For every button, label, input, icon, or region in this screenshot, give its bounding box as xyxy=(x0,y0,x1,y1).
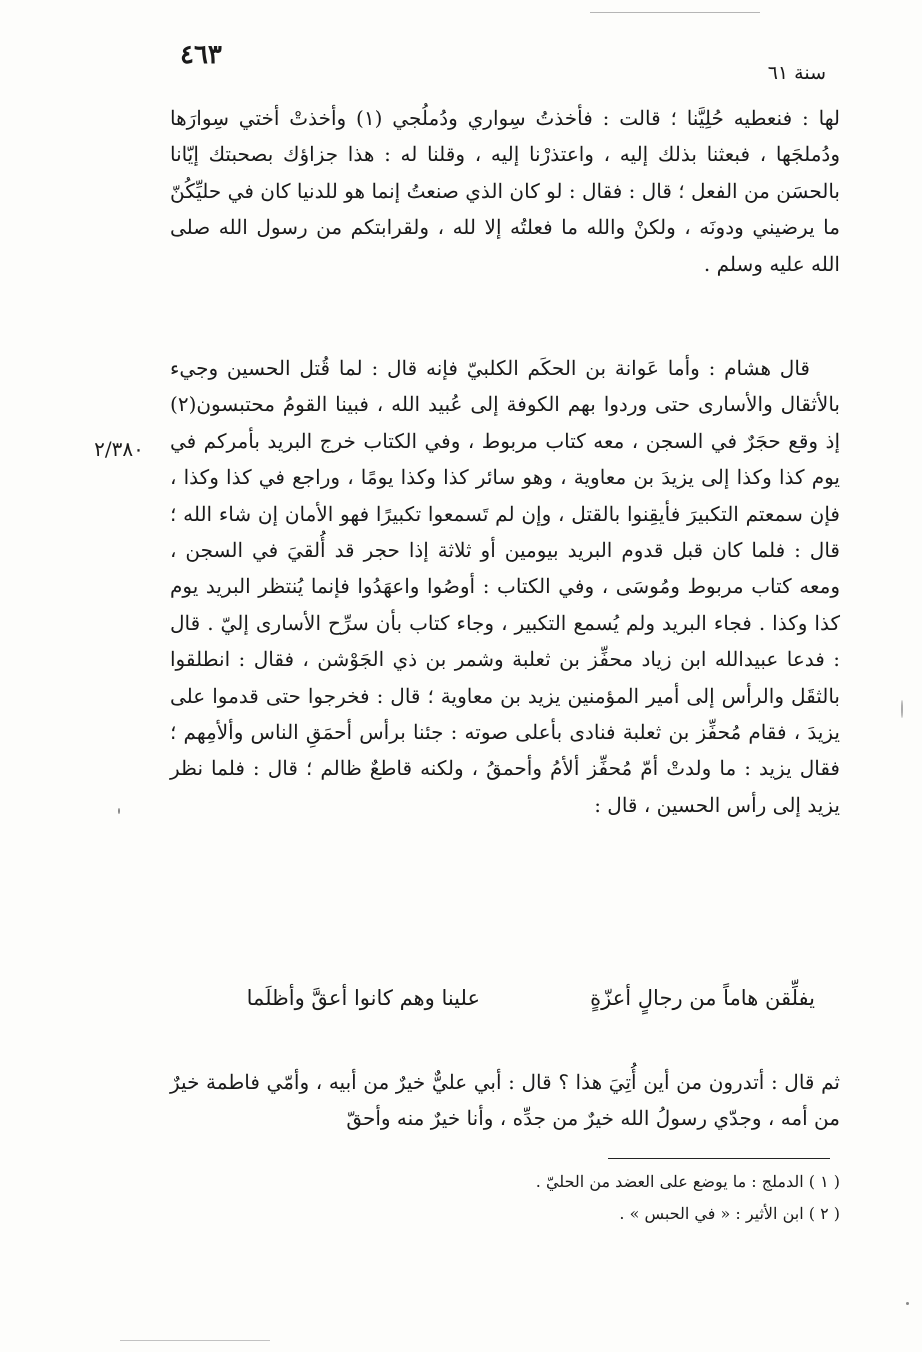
verse-first-hemistich: يفلِّقن هاماً من رجالٍ أعزّةٍ xyxy=(590,986,815,1010)
page-number: ٤٦٣ xyxy=(180,40,222,70)
footnotes xyxy=(420,1166,840,1230)
top-edge-line xyxy=(590,12,760,13)
paragraph-1: لها : فنعطيه حُلِيَّنا ؛ قالت : فأخذتُ سِواري ودُملُجي (١) وأخذتْ أختي سِوارَها ودُملجَها ، فبعثنا بذلك إليه ، واعتذرْنا إليه ، وقلنا له : هذا جزاؤك بصحبتك إيّانا بالحسَن من الفعل ؛ قال : فقال : لو كان الذي صنعتُ إنما هو للدنيا كان في حليِّكُنّ ما يرضيني ودونَه ، ولكنْ والله ما فعلتُه إلا لله ، ولقرابتكم من رسول الله صلى الله عليه وسلم . xyxy=(170,106,841,276)
footnote-1: ( ١ ) الدملج : ما يوضع على العضد من الحليّ . xyxy=(535,1172,840,1191)
footnote-separator xyxy=(608,1158,830,1159)
paragraph-2: قال هشام : وأما عَوانة بن الحكَم الكلبيّ فإنه قال : لما قُتل الحسين وجيء بالأثقال والأسارى حتى وردوا بهم الكوفة إلى عُبيد الله ، فبينا القومُ محتبسون(٢) إذ وقع حجَرٌ في السجن ، معه كتاب مربوط ، وفي الكتاب خرج البريد بأمركم في يوم كذا وكذا إلى يزيدَ بن معاوية ، وهو سائر كذا وكذا يومًا ، وراجع في كذا وكذا ، فإن سمعتم التكبيرَ فأيقِنوا بالقتل ، وإن لم تَسمعوا تكبيرًا فهو الأمان إن شاء الله ؛ قال : فلما كان قبل قدوم البريد بيومين أو ثلاثة إذا حجر قد أُلقيَ في السجن ، ومعه كتاب مربوط ومُوسَى ، وفي الكتاب : أوصُوا واعهَدُوا فإنما يُنتظر البريد يوم كذا وكذا . فجاء البريد ولم يُسمع التكبير ، وجاء كتاب بأن سرِّح الأسارى إليّ . قال : فدعا عبيدالله ابن زياد محفِّز بن ثعلبة وشمر بن ذي الجَوْشن ، فقال : انطلقوا بالثقَل والرأس إلى أمير المؤمنين يزيد بن معاوية ؛ قال : فخرجوا حتى قدموا على يزيدَ ، فقام مُحفِّز بن ثعلبة فنادى بأعلى صوته : جئنا برأس أحمَقِ الناس وألأمِهم ؛ فقال يزيد : ما ولدتْ أمّ مُحفِّز ألأمُ وأحمقُ ، ولكنه قاطعٌ ظالم ؛ قال : فلما نظر يزيد إلى رأس الحسين ، قال : xyxy=(170,356,840,817)
margin-reference-text: ٢/٣٨٠ xyxy=(94,437,144,461)
bottom-edge-line xyxy=(120,1340,270,1341)
verse-second-hemistich: علينا وهم كانوا أعقَّ وأظلَما xyxy=(246,986,480,1010)
margin-edition-reference xyxy=(74,437,164,461)
paragraph-3: ثم قال : أتدرون من أين أُتِيَ هذا ؟ قال : أبي عليٌّ خيرٌ من أبيه ، وأمّي فاطمة خيرٌ من أمه ، وجدّي رسولُ الله خيرٌ من جدِّه ، وأنا خيرٌ منه وأحقّ xyxy=(170,1070,840,1131)
scan-speck xyxy=(906,1302,909,1305)
scan-speck xyxy=(901,700,903,718)
footnote-2: ( ٢ ) ابن الأثير : « في الحبس » . xyxy=(619,1204,840,1223)
scan-speck xyxy=(118,808,120,814)
running-head-year: سنة ٦١ xyxy=(767,62,826,84)
